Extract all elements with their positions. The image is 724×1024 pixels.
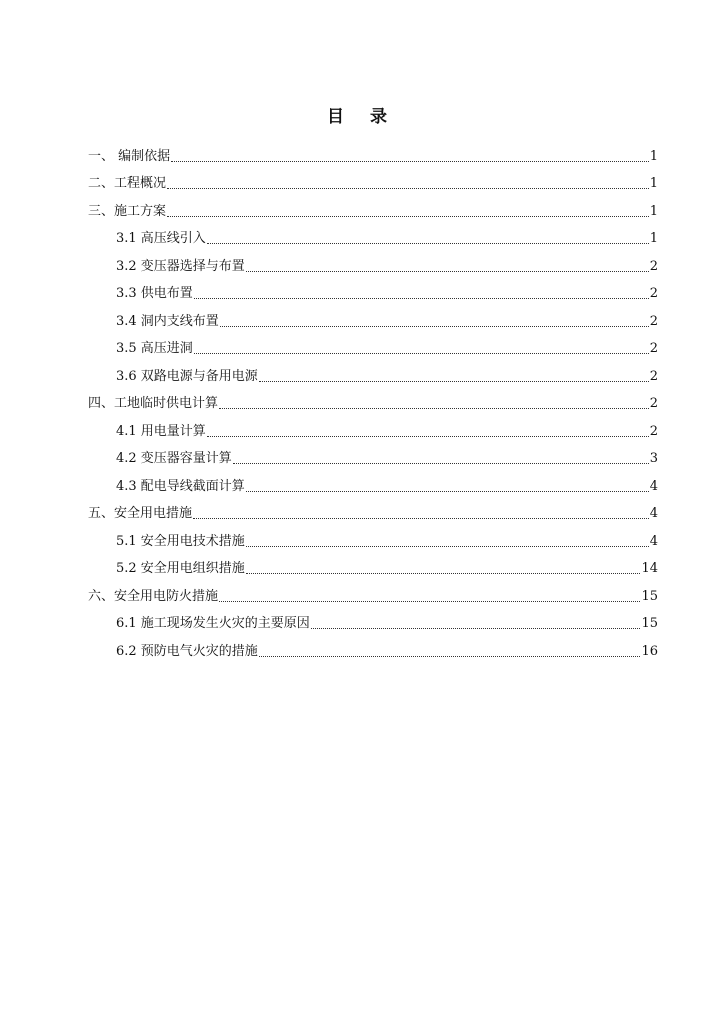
toc-entry-label: 6.2 预防电气火灾的措施 — [116, 643, 258, 659]
toc-entry-label: 4.2 变压器容量计算 — [116, 451, 232, 467]
toc-entry-label: 3.5 高压进洞 — [116, 341, 193, 357]
toc-entry-page: 1 — [649, 231, 658, 247]
toc-entry-page: 2 — [649, 423, 658, 439]
toc-entry-label: 三、施工方案 — [88, 203, 167, 219]
toc-title: 目 录 — [327, 107, 397, 127]
toc-entry[interactable] — [0, 611, 658, 639]
toc-entry[interactable] — [0, 501, 658, 529]
dot-leader — [259, 381, 649, 382]
toc-entry-page: 4 — [649, 506, 658, 522]
toc-entry-page: 2 — [649, 368, 658, 384]
dot-leader — [220, 326, 649, 327]
toc-entry[interactable] — [0, 363, 658, 391]
toc-entry[interactable] — [0, 171, 658, 199]
toc-entry-label: 五、安全用电措施 — [88, 506, 193, 522]
toc-entry-label: 3.1 高压线引入 — [116, 231, 206, 247]
dot-leader — [167, 188, 649, 189]
toc-entry[interactable] — [0, 473, 658, 501]
toc-entry[interactable] — [0, 226, 658, 254]
toc-entry-page: 2 — [649, 396, 658, 412]
toc-entry-label: 3.2 变压器选择与布置 — [116, 258, 245, 274]
toc-entry-label: 3.3 供电布置 — [116, 286, 193, 302]
toc-entry[interactable] — [0, 638, 658, 666]
toc-entry[interactable] — [0, 198, 658, 226]
dot-leader — [207, 436, 649, 437]
toc-entry[interactable] — [0, 391, 658, 419]
toc-entry-page: 4 — [649, 478, 658, 494]
toc-entry[interactable] — [0, 528, 658, 556]
toc-entry[interactable] — [0, 583, 658, 611]
toc-entry-label: 一、 编制依据 — [88, 148, 171, 164]
dot-leader — [233, 463, 649, 464]
toc-entry[interactable] — [0, 556, 658, 584]
toc-entry-label: 6.1 施工现场发生火灾的主要原因 — [116, 616, 310, 632]
toc-entry[interactable] — [0, 281, 658, 309]
dot-leader — [207, 243, 649, 244]
toc-entry-label: 5.2 安全用电组织措施 — [116, 561, 245, 577]
dot-leader — [311, 628, 641, 629]
toc-entry[interactable] — [0, 418, 658, 446]
dot-leader — [246, 271, 649, 272]
toc-entry-page: 15 — [641, 616, 658, 632]
dot-leader — [219, 408, 649, 409]
toc-entry-label: 六、安全用电防火措施 — [88, 588, 219, 604]
toc-entry-label: 4.3 配电导线截面计算 — [116, 478, 245, 494]
dot-leader — [194, 353, 649, 354]
toc-entry-label: 3.4 洞内支线布置 — [116, 313, 219, 329]
toc-entry[interactable] — [0, 336, 658, 364]
toc-entry-page: 2 — [649, 258, 658, 274]
toc-entry[interactable] — [0, 446, 658, 474]
toc-entry-label: 四、工地临时供电计算 — [88, 396, 219, 412]
toc-entry-page: 4 — [649, 533, 658, 549]
dot-leader — [246, 573, 641, 574]
toc-entry[interactable] — [0, 143, 658, 171]
toc-entry-page: 1 — [649, 203, 658, 219]
toc-entry-page: 2 — [649, 341, 658, 357]
dot-leader — [171, 161, 649, 162]
dot-leader — [194, 298, 649, 299]
dot-leader — [167, 216, 649, 217]
dot-leader — [193, 518, 649, 519]
toc-entry-page: 16 — [641, 643, 658, 659]
dot-leader — [259, 656, 641, 657]
toc-entry-page: 14 — [641, 561, 658, 577]
dot-leader — [246, 491, 649, 492]
toc-list — [0, 143, 724, 666]
toc-entry[interactable] — [0, 253, 658, 281]
toc-entry-label: 3.6 双路电源与备用电源 — [116, 368, 258, 384]
dot-leader — [219, 601, 640, 602]
toc-entry-page: 1 — [649, 176, 658, 192]
toc-entry-label: 5.1 安全用电技术措施 — [116, 533, 245, 549]
toc-entry-label: 二、工程概况 — [88, 176, 167, 192]
toc-entry-page: 15 — [641, 588, 658, 604]
toc-entry-label: 4.1 用电量计算 — [116, 423, 206, 439]
toc-entry-page: 2 — [649, 313, 658, 329]
dot-leader — [246, 546, 649, 547]
toc-entry-page: 2 — [649, 286, 658, 302]
toc-entry-page: 1 — [649, 148, 658, 164]
toc-entry[interactable] — [0, 308, 658, 336]
toc-entry-page: 3 — [649, 451, 658, 467]
